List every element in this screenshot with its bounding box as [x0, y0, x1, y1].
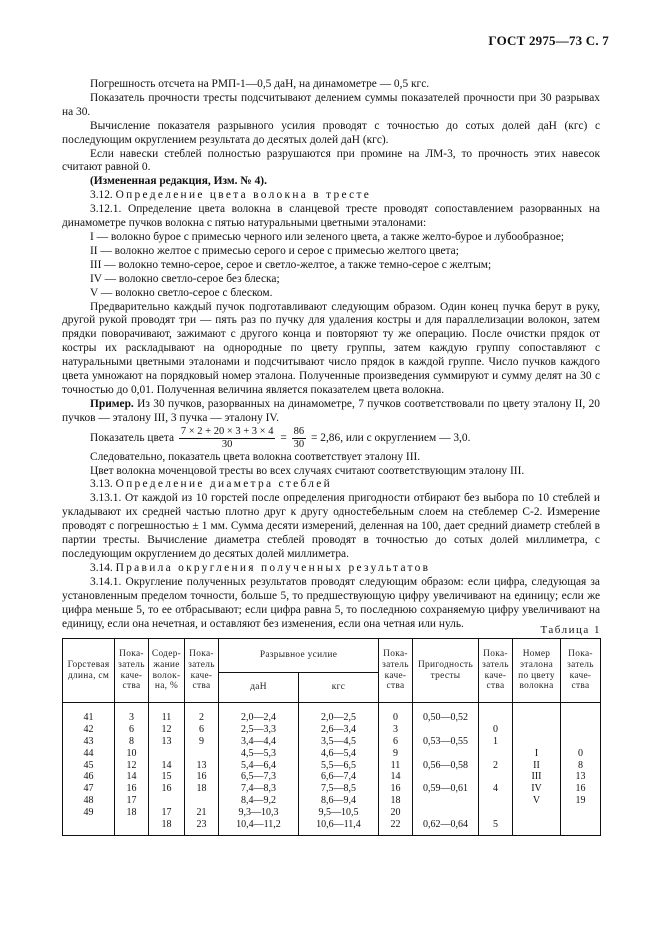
- table-cell: [150, 795, 183, 807]
- table-cell: [186, 748, 217, 760]
- paragraph: 3.14.1. Округление полученных результатов проводят следующим образом: если цифра, следующая за установленным пределом точности, больше 5, то предшествующую цифру увеличивают на единицу; если же цифра меньше 5, то ее отбрасывают; если цифра равна 5, то последнюю сохраняемую цифру увеличивают на единицу, если она нечетная, и оставляют без изменения, если она четная или нуль.: [62, 575, 600, 630]
- table-cell: III: [531, 771, 542, 783]
- table-cell: 46: [83, 771, 94, 783]
- table-cell: 7,5—8,5: [321, 783, 356, 795]
- table-cell: [514, 819, 559, 831]
- table-cell: 14: [390, 771, 401, 783]
- paragraph: Вычисление показателя разрывного усилия проводят с точностью до сотых долей даН (кгс) с последующим округлением результата до десятых долей даН (кгс).: [62, 119, 600, 146]
- table-cell: 15: [161, 771, 172, 783]
- section-number: 3.13.: [90, 478, 113, 491]
- table-cell: 3: [393, 723, 398, 735]
- paragraph: V — волокно светло-серое с блеском.: [90, 286, 273, 299]
- table-cell: [562, 712, 599, 724]
- section-title: Определение цвета волокна в тресте: [115, 189, 372, 202]
- table-cell: [562, 819, 599, 831]
- table-cell: 6,5—7,3: [241, 771, 276, 783]
- table-cell: 9,3—10,3: [238, 807, 279, 819]
- section-number: 3.14.: [90, 561, 113, 574]
- table-cell: 0: [393, 712, 398, 723]
- table-cell: 10,6—11,4: [316, 819, 361, 831]
- table-cell: [414, 807, 477, 819]
- table-cell: 12: [126, 759, 137, 771]
- header-quality-5: Пока-затель каче-ства: [561, 639, 601, 703]
- column-suitability: [413, 703, 479, 836]
- column-quality-3: [379, 703, 413, 836]
- table-cell: 0: [578, 747, 583, 759]
- header-suitability: Пригодность тресты: [413, 639, 479, 703]
- column-etalon: [513, 703, 561, 836]
- table-cell: IV: [531, 783, 542, 795]
- table-cell: 2: [493, 759, 498, 771]
- table-cell: [150, 748, 183, 760]
- table-cell: 7,4—8,3: [241, 783, 276, 795]
- table-cell: 10: [126, 747, 137, 759]
- table-cell: [414, 724, 477, 736]
- table-cell: 18: [196, 783, 207, 795]
- table-cell: 16: [390, 783, 401, 795]
- table-cell: 48: [83, 795, 94, 807]
- table-cell: 49: [83, 807, 94, 819]
- table-cell: [562, 807, 599, 819]
- column-dan: [219, 703, 299, 836]
- header-quality-1: Пока-затель каче-ства: [115, 639, 149, 703]
- column-kgs: [299, 703, 379, 836]
- section-heading: [62, 189, 600, 203]
- table-cell: 6: [393, 735, 398, 747]
- table-cell: 0,59—0,61: [423, 783, 468, 795]
- table-cell: [480, 807, 511, 819]
- table-cell: [480, 748, 511, 760]
- table-cell: 18: [161, 819, 172, 831]
- table-cell: 16: [161, 783, 172, 795]
- table-cell: 13: [196, 759, 207, 771]
- table-cell: 11: [390, 759, 401, 771]
- paragraph: Следовательно, показатель цвета волокна соответствует эталону III.: [90, 450, 421, 463]
- table-cell: 8,6—9,4: [321, 795, 356, 807]
- table-cell: 18: [390, 795, 401, 807]
- table-cell: [514, 807, 559, 819]
- table-cell: [480, 795, 511, 807]
- table-cell: 0: [493, 723, 498, 735]
- header-quality-3: Пока-затель каче-ства: [379, 639, 413, 703]
- section-title: Определение диаметра стеблей: [115, 478, 333, 491]
- table-cell: 1: [493, 735, 498, 747]
- table-1: [62, 638, 601, 836]
- header-breaking-force: Разрывное усилие: [219, 639, 379, 673]
- table-cell: 43: [83, 735, 94, 747]
- formula-line: [62, 426, 600, 451]
- column-fiber-content: [149, 703, 185, 836]
- table-cell: 5,4—6,4: [241, 759, 276, 771]
- formula-label: Показатель цвета: [90, 431, 174, 444]
- table-cell: [514, 712, 559, 724]
- table-cell: 8: [129, 735, 134, 747]
- table-cell: 42: [83, 723, 94, 735]
- table-cell: [116, 819, 147, 831]
- table-cell: [186, 795, 217, 807]
- table-cell: 2,6—3,4: [321, 723, 356, 735]
- table-cell: 44: [83, 747, 94, 759]
- column-quality-5: [561, 703, 601, 836]
- table-cell: [514, 724, 559, 736]
- table-cell: 10,4—11,2: [236, 819, 281, 831]
- table-cell: 8,4—9,2: [241, 795, 276, 807]
- column-quality-2: [185, 703, 219, 836]
- amendment-note: (Измененная редакция, Изм. № 4).: [90, 175, 267, 188]
- table-cell: 0,50—0,52: [423, 712, 468, 723]
- table-cell: 6: [129, 723, 134, 735]
- table-cell: [414, 795, 477, 807]
- header-etalon: Номер эталона по цвету волокна: [513, 639, 561, 703]
- table-cell: [414, 748, 477, 760]
- header-length: Горстевая длина, см: [63, 639, 115, 703]
- paragraph: Погрешность отсчета на РМП-1—0,5 даН, на динамометре — 0,5 кгс.: [90, 78, 430, 90]
- table-cell: 16: [575, 783, 586, 795]
- table-cell: V: [532, 795, 541, 807]
- fraction-1-numerator: 7 × 2 + 20 × 3 + 3 × 4: [180, 425, 274, 437]
- table-cell: 23: [196, 819, 207, 831]
- table-cell: 4: [493, 783, 498, 795]
- table-cell: 14: [126, 771, 137, 783]
- table-cell: 2,5—3,3: [241, 723, 276, 735]
- table-cell: 2,0—2,5: [321, 712, 356, 723]
- fraction-2-numerator: 86: [293, 425, 305, 437]
- paragraph: II — волокно желтое с примесью серого и серое с примесью желтого цвета;: [90, 244, 459, 257]
- fraction-1: [179, 426, 276, 451]
- table-cell: [414, 771, 477, 783]
- table-cell: [480, 712, 511, 724]
- table-cell: 9,5—10,5: [318, 807, 359, 819]
- table-cell: 3,5—4,5: [321, 735, 356, 747]
- paragraph: IV — волокно светло-серое без блеска;: [90, 272, 280, 285]
- paragraph: Если навески стеблей полностью разрушаются при промине на ЛМ-3, то прочность этих навесок считают равной 0.: [62, 147, 600, 174]
- table-cell: 18: [126, 807, 137, 819]
- paragraph: Показатель прочности тресты подсчитывают делением суммы показателей прочности при 30 разрывах на 30.: [62, 91, 600, 118]
- table-cell: 5: [493, 819, 498, 831]
- table-cell: 0,53—0,55: [423, 735, 468, 747]
- header-dan: даН: [219, 673, 299, 703]
- table-cell: 0,62—0,64: [423, 819, 468, 831]
- paragraph: 3.12.1. Определение цвета волокна в сланцевой тресте проводят сопоставлением разорванных на динамометре пучков волокна с пятью натуральными цветными эталонами:: [62, 203, 600, 230]
- column-quality-1: [115, 703, 149, 836]
- header-quality-4: Пока-затель каче-ства: [479, 639, 513, 703]
- table-cell: 13: [575, 771, 586, 783]
- table-cell: 2,0—2,4: [241, 712, 276, 723]
- fraction-2-denominator: 30: [293, 438, 305, 450]
- table-cell: 41: [83, 712, 94, 723]
- formula-result: = 2,86, или с округлением — 3,0.: [310, 431, 471, 444]
- table-cell: 8: [578, 759, 583, 771]
- table-cell: 5,5—6,5: [321, 759, 356, 771]
- paragraph: Предварительно каждый пучок подготавливают следующим образом. Один конец пучка берут в руку, другой рукой проводят три — пять раз по пучку для удаления костры и для параллелизации волокон, затем прядки поворачивают, зажимают с другого конца и повторяют ту же операцию. После очистки прядок от костры их раскладывают на однородные по цвету группы, затем каждую группу сопоставляют с натуральными цветными эталонами и подсчитывают число прядок в каждой группе. Число пучков каждого цвета умножают на порядковый номер эталона. Полученные произведения суммируют и сумму делят на 30 с точностью до 0,01. Полученная величина является показателем цвета волокна.: [62, 300, 600, 396]
- table-cell: [562, 736, 599, 748]
- fraction-2: [292, 426, 307, 451]
- table-cell: 2: [199, 712, 204, 723]
- table-cell: 16: [196, 771, 207, 783]
- paragraph: I — волокно бурое с примесью черного или зеленого цвета, а также желто-бурое и лубообразное;: [90, 230, 565, 243]
- table-cell: 16: [126, 783, 137, 795]
- example-paragraph: [62, 398, 600, 426]
- section-heading: [62, 478, 600, 492]
- header-fiber-content: Содер-жание волок-на, %: [149, 639, 185, 703]
- table-cell: [562, 724, 599, 736]
- paragraph: III — волокно темно-серое, серое и светло-желтое, а также темно-серое с желтым;: [90, 258, 492, 271]
- section-heading: [62, 562, 600, 576]
- table-cell: I: [534, 747, 539, 759]
- table-cell: 20: [390, 807, 401, 819]
- table-cell: 6: [199, 723, 204, 735]
- header-quality-2: Пока-затель каче-ства: [185, 639, 219, 703]
- equals-sign: =: [280, 431, 287, 444]
- paragraph: Цвет волокна моченцовой тресты во всех случаях считают соответствующим эталону III.: [90, 464, 525, 477]
- table-cell: [514, 736, 559, 748]
- table-cell: 4,6—5,4: [321, 747, 356, 759]
- table-cell: 4,5—5,3: [241, 747, 276, 759]
- table-cell: 3,4—4,4: [241, 735, 276, 747]
- header-kgs: кгс: [299, 673, 379, 703]
- column-length: [63, 703, 115, 836]
- section-number: 3.12.: [90, 189, 113, 202]
- table-cell: [480, 771, 511, 783]
- column-quality-4: [479, 703, 513, 836]
- table-cell: 45: [83, 759, 94, 771]
- fraction-1-denominator: 30: [221, 438, 233, 450]
- table-cell: 19: [575, 795, 586, 807]
- table-cell: 47: [83, 783, 94, 795]
- paragraph: 3.13.1. От каждой из 10 горстей после определения пригодности отбирают без выбора по 10 стеблей и укладывают их средней частью плотно друг к другу одностебельным слоем на стеблемер С-2. Измерение проводят с погрешностью ± 1 мм. Сумма десяти измерений, деленная на 100, дает средний диаметр стеблей в партии тресты. Вычисление диаметра стеблей проводят в точностью до сотых долей миллиметра, с последующим округлением до десятых долей миллиметра.: [62, 492, 600, 560]
- table-cell: [64, 819, 113, 831]
- table-cell: 17: [126, 795, 137, 807]
- table-cell: 22: [390, 819, 401, 831]
- table-cell: 14: [161, 759, 172, 771]
- table-cell: 11: [161, 712, 172, 723]
- table-cell: 6,6—7,4: [321, 771, 356, 783]
- table-caption: Таблица 1: [540, 624, 601, 636]
- table-cell: 9: [393, 747, 398, 759]
- table-cell: 9: [199, 735, 204, 747]
- example-label: Пример.: [90, 397, 134, 410]
- table-cell: 3: [129, 712, 134, 723]
- table-cell: 17: [161, 807, 172, 819]
- table-cell: II: [533, 759, 540, 771]
- table-cell: 12: [161, 723, 172, 735]
- table-cell: 21: [196, 807, 207, 819]
- example-text: Из 30 пучков, разорванных на динамометре, 7 пучков соответствовали по цвету эталону II, 20 пучков — эталону III, 3 пучка — эталону IV.: [62, 397, 600, 424]
- body-text: [62, 78, 600, 631]
- table-cell: 13: [161, 735, 172, 747]
- section-title: Правила округления полученных результатов: [115, 561, 431, 574]
- page-header: ГОСТ 2975—73 С. 7: [488, 33, 609, 48]
- table-cell: 0,56—0,58: [423, 759, 468, 771]
